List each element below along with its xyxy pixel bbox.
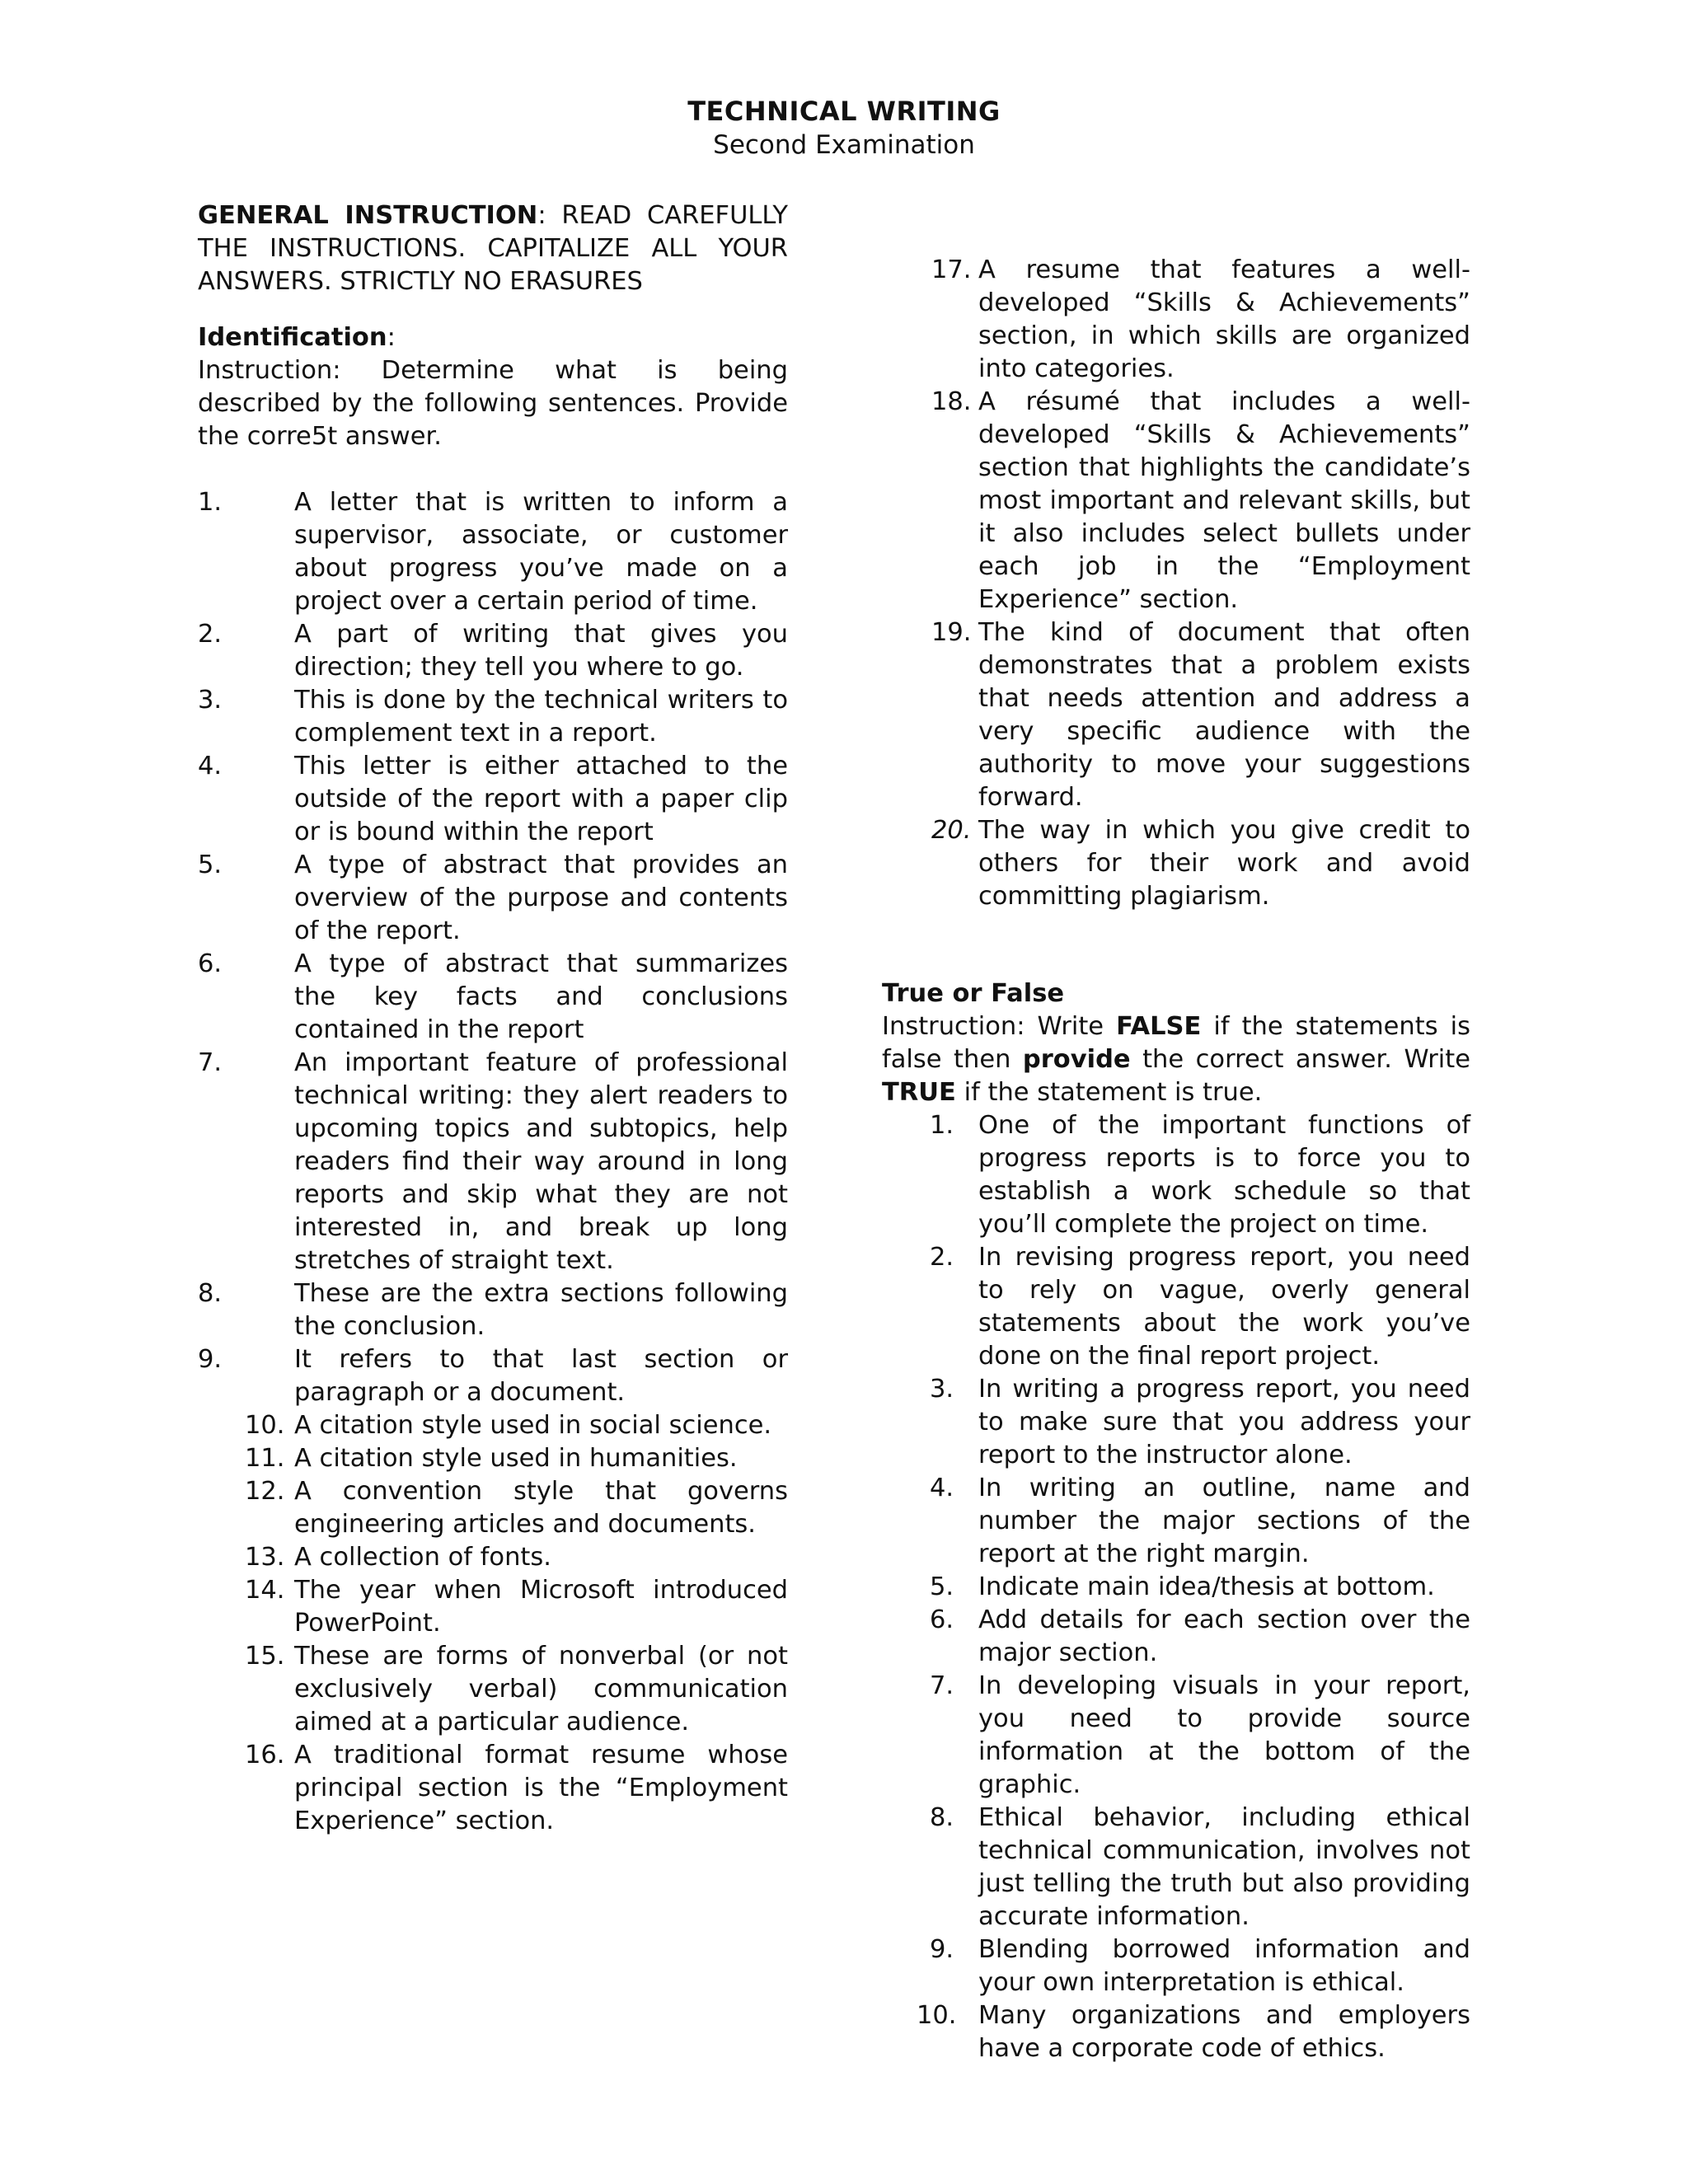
general-instruction-text: READ CAREFULLY THE INSTRUCTIONS. CAPITALIZE ALL YOUR ANSWERS. STRICTLY NO ERASURES bbox=[198, 201, 788, 296]
list-item: 20. The way in which you give credit to others for their work and avoid committing plagiarism. bbox=[931, 816, 1470, 911]
list-item: 1. A letter that is written to inform a supervisor, associate, or customer about progress you’ve made on a project over a certain period of time. bbox=[198, 488, 788, 616]
list-item: 7. An important feature of professional technical writing: they alert readers to upcoming topics and subtopics, help readers find their way around in long reports and skip what they are not interested in, and break up long stretches of straight text. bbox=[198, 1048, 788, 1275]
identification-heading: Identification: bbox=[198, 323, 396, 352]
identification-list bbox=[198, 486, 788, 1838]
list-item: 10. Many organizations and employers have a corporate code of ethics. bbox=[917, 2001, 1470, 2063]
list-item: 7. In developing visuals in your report, you need to provide source information at the bottom of the graphic. bbox=[930, 1671, 1470, 1799]
list-item: 3. This is done by the technical writers to complement text in a report. bbox=[198, 686, 788, 748]
list-item: 8. Ethical behavior, including ethical technical communication, involves not just telling the truth but also providing accurate information. bbox=[930, 1803, 1470, 1931]
list-item: 6. Add details for each section over the major section. bbox=[930, 1605, 1470, 1667]
list-item: 5. A type of abstract that provides an overview of the purpose and contents of the report. bbox=[198, 851, 788, 945]
true-false-list bbox=[882, 1109, 1470, 2065]
left-column bbox=[198, 199, 788, 1838]
list-item: 14. The year when Microsoft introduced PowerPoint. bbox=[245, 1576, 788, 1638]
list-item: 13. A collection of fonts. bbox=[245, 1543, 551, 1572]
list-item: 9. Blending borrowed information and your own interpretation is ethical. bbox=[930, 1935, 1470, 1997]
list-item: 12. A convention style that governs engineering articles and documents. bbox=[245, 1477, 788, 1539]
document-subtitle: Second Examination bbox=[713, 130, 975, 160]
right-column bbox=[882, 254, 1470, 2065]
identification-list-continued bbox=[882, 254, 1470, 913]
list-item: 17. A resume that features a well-developed “Skills & Achievements” section, in which skills are organized into categories. bbox=[931, 255, 1470, 383]
list-item: 4. This letter is either attached to the outside of the report with a paper clip or is bound within the report bbox=[198, 752, 788, 846]
identification-instruction: Instruction: Determine what is being described by the following sentences. Provide the corre5t answer. bbox=[198, 356, 788, 451]
list-item: 2. A part of writing that gives you direction; they tell you where to go. bbox=[198, 620, 788, 682]
general-instruction: GENERAL INSTRUCTION: READ CAREFULLY THE INSTRUCTIONS. CAPITALIZE ALL YOUR ANSWERS. STRICTLY NO ERASURES bbox=[198, 201, 788, 296]
list-item: 11. A citation style used in humanities. bbox=[245, 1444, 738, 1473]
true-false-instruction: Instruction: Write FALSE if the statements is false then provide the correct answer. Write TRUE if the statement is true. bbox=[882, 1012, 1471, 1107]
list-item: 2. In revising progress report, you need to rely on vague, overly general statements about the work you’ve done on the final report project. bbox=[930, 1243, 1470, 1371]
list-item: 9. It refers to that last section or paragraph or a document. bbox=[198, 1345, 788, 1407]
list-item: 10. A citation style used in social science. bbox=[245, 1411, 772, 1440]
list-item: 15. These are forms of nonverbal (or not exclusively verbal) communication aimed at a particular audience. bbox=[245, 1642, 788, 1736]
document-title: TECHNICAL WRITING bbox=[687, 96, 1001, 127]
list-item: 1. One of the important functions of progress reports is to force you to establish a work schedule so that you’ll complete the project on time. bbox=[930, 1111, 1470, 1239]
true-false-heading: True or False bbox=[882, 979, 1065, 1008]
list-item: 18. A résumé that includes a well-developed “Skills & Achievements” section that highlights the candidate’s most important and relevant skills, but it also includes select bullets under each job in the “Employment Experience” section. bbox=[931, 387, 1470, 614]
list-item: 5. Indicate main idea/thesis at bottom. bbox=[930, 1572, 1435, 1601]
list-item: 19. The kind of document that often demonstrates that a problem exists that needs attention and address a very specific audience with the authority to move your suggestions forward. bbox=[931, 618, 1470, 812]
general-instruction-label: GENERAL INSTRUCTION bbox=[198, 201, 538, 230]
list-item: 3. In writing a progress report, you need to make sure that you address your report to the instructor alone. bbox=[930, 1375, 1470, 1469]
list-item: 8. These are the extra sections following the conclusion. bbox=[198, 1279, 788, 1341]
list-item: 4. In writing an outline, name and number the major sections of the report at the right margin. bbox=[930, 1474, 1470, 1568]
list-item: 16. A traditional format resume whose principal section is the “Employment Experience” section. bbox=[245, 1741, 788, 1835]
list-item: 6. A type of abstract that summarizes the key facts and conclusions contained in the report bbox=[198, 949, 788, 1044]
